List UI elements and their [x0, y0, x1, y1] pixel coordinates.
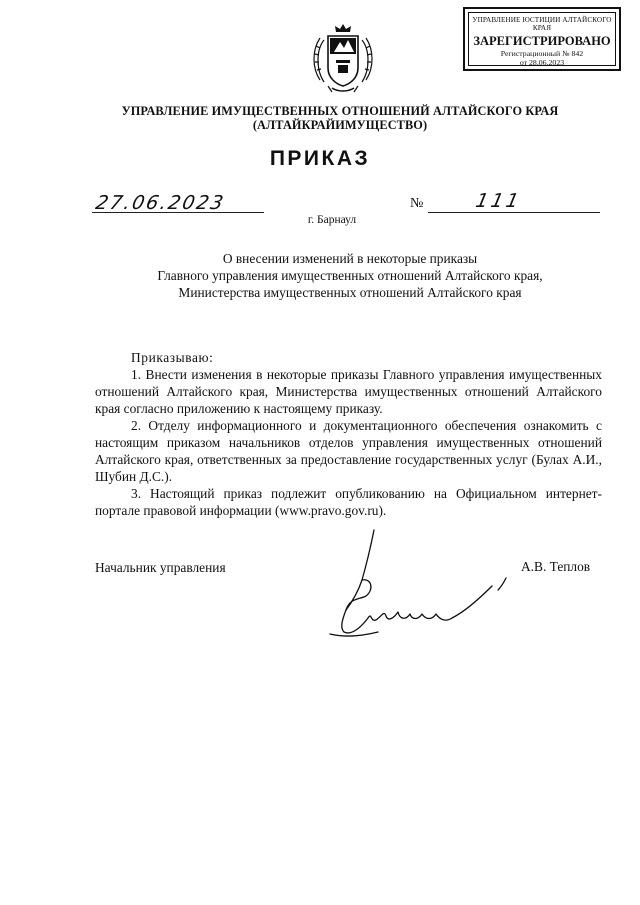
- handwritten-signature: [322, 520, 522, 650]
- stamp-date: от 28.06.2023: [519, 58, 565, 67]
- subject-line: О внесении изменений в некоторые приказы: [222, 251, 478, 266]
- stamp-authority: УПРАВЛЕНИЕ ЮСТИЦИИ АЛТАЙСКОГО КРАЯ: [472, 16, 612, 32]
- handwritten-date: 27.06.2023: [93, 192, 228, 214]
- organization-name: [60, 104, 620, 132]
- order-paragraph-2: 2. Отделу информационного и документационного обеспечения ознакомить с настоящим приказом начальников отделов управления имущественных отношений Алтайского края, ответственных за предоставление государственных услуг (Булах А.И., Шубин Д.С.).: [95, 418, 602, 484]
- document-body: [95, 349, 602, 519]
- document-type-title: ПРИКАЗ: [269, 147, 371, 170]
- date-underline: [92, 212, 264, 213]
- subject-line: Министерства имущественных отношений Алтайского края: [178, 285, 522, 300]
- stamp-registration-number: Регистрационный № 842: [500, 49, 584, 58]
- document-subject: [90, 250, 610, 301]
- organization-full-name: УПРАВЛЕНИЕ ИМУЩЕСТВЕННЫХ ОТНОШЕНИЙ АЛТАЙСКОГО КРАЯ: [121, 104, 559, 118]
- order-lead: Приказываю:: [131, 350, 214, 365]
- stamp-inner-frame: [468, 12, 616, 66]
- stamp-title: ЗАРЕГИСТРИРОВАНО: [473, 34, 611, 48]
- order-paragraph-3: 3. Настоящий приказ подлежит опубликованию на Официальном интернет-портале правовой информации (www.pravo.gov.ru).: [95, 486, 602, 518]
- coat-of-arms-icon: [310, 20, 376, 98]
- place-of-issue: г. Барнаул: [307, 214, 357, 226]
- signatory-name: А.В. Теплов: [521, 559, 591, 574]
- signatory-position: Начальник управления: [95, 560, 226, 575]
- subject-line: Главного управления имущественных отношений Алтайского края,: [157, 268, 543, 283]
- number-sign: №: [410, 196, 424, 211]
- number-underline: [428, 212, 600, 213]
- order-paragraph-1: 1. Внести изменения в некоторые приказы Главного управления имущественных отношений Алтайского края, Министерства имущественных отношений Алтайского края согласно приложению к настоящему приказу.: [95, 367, 602, 416]
- registration-stamp: [463, 7, 621, 71]
- organization-abbreviation: (АЛТАЙКРАЙИМУЩЕСТВО): [252, 118, 428, 132]
- handwritten-number: 111: [473, 190, 524, 212]
